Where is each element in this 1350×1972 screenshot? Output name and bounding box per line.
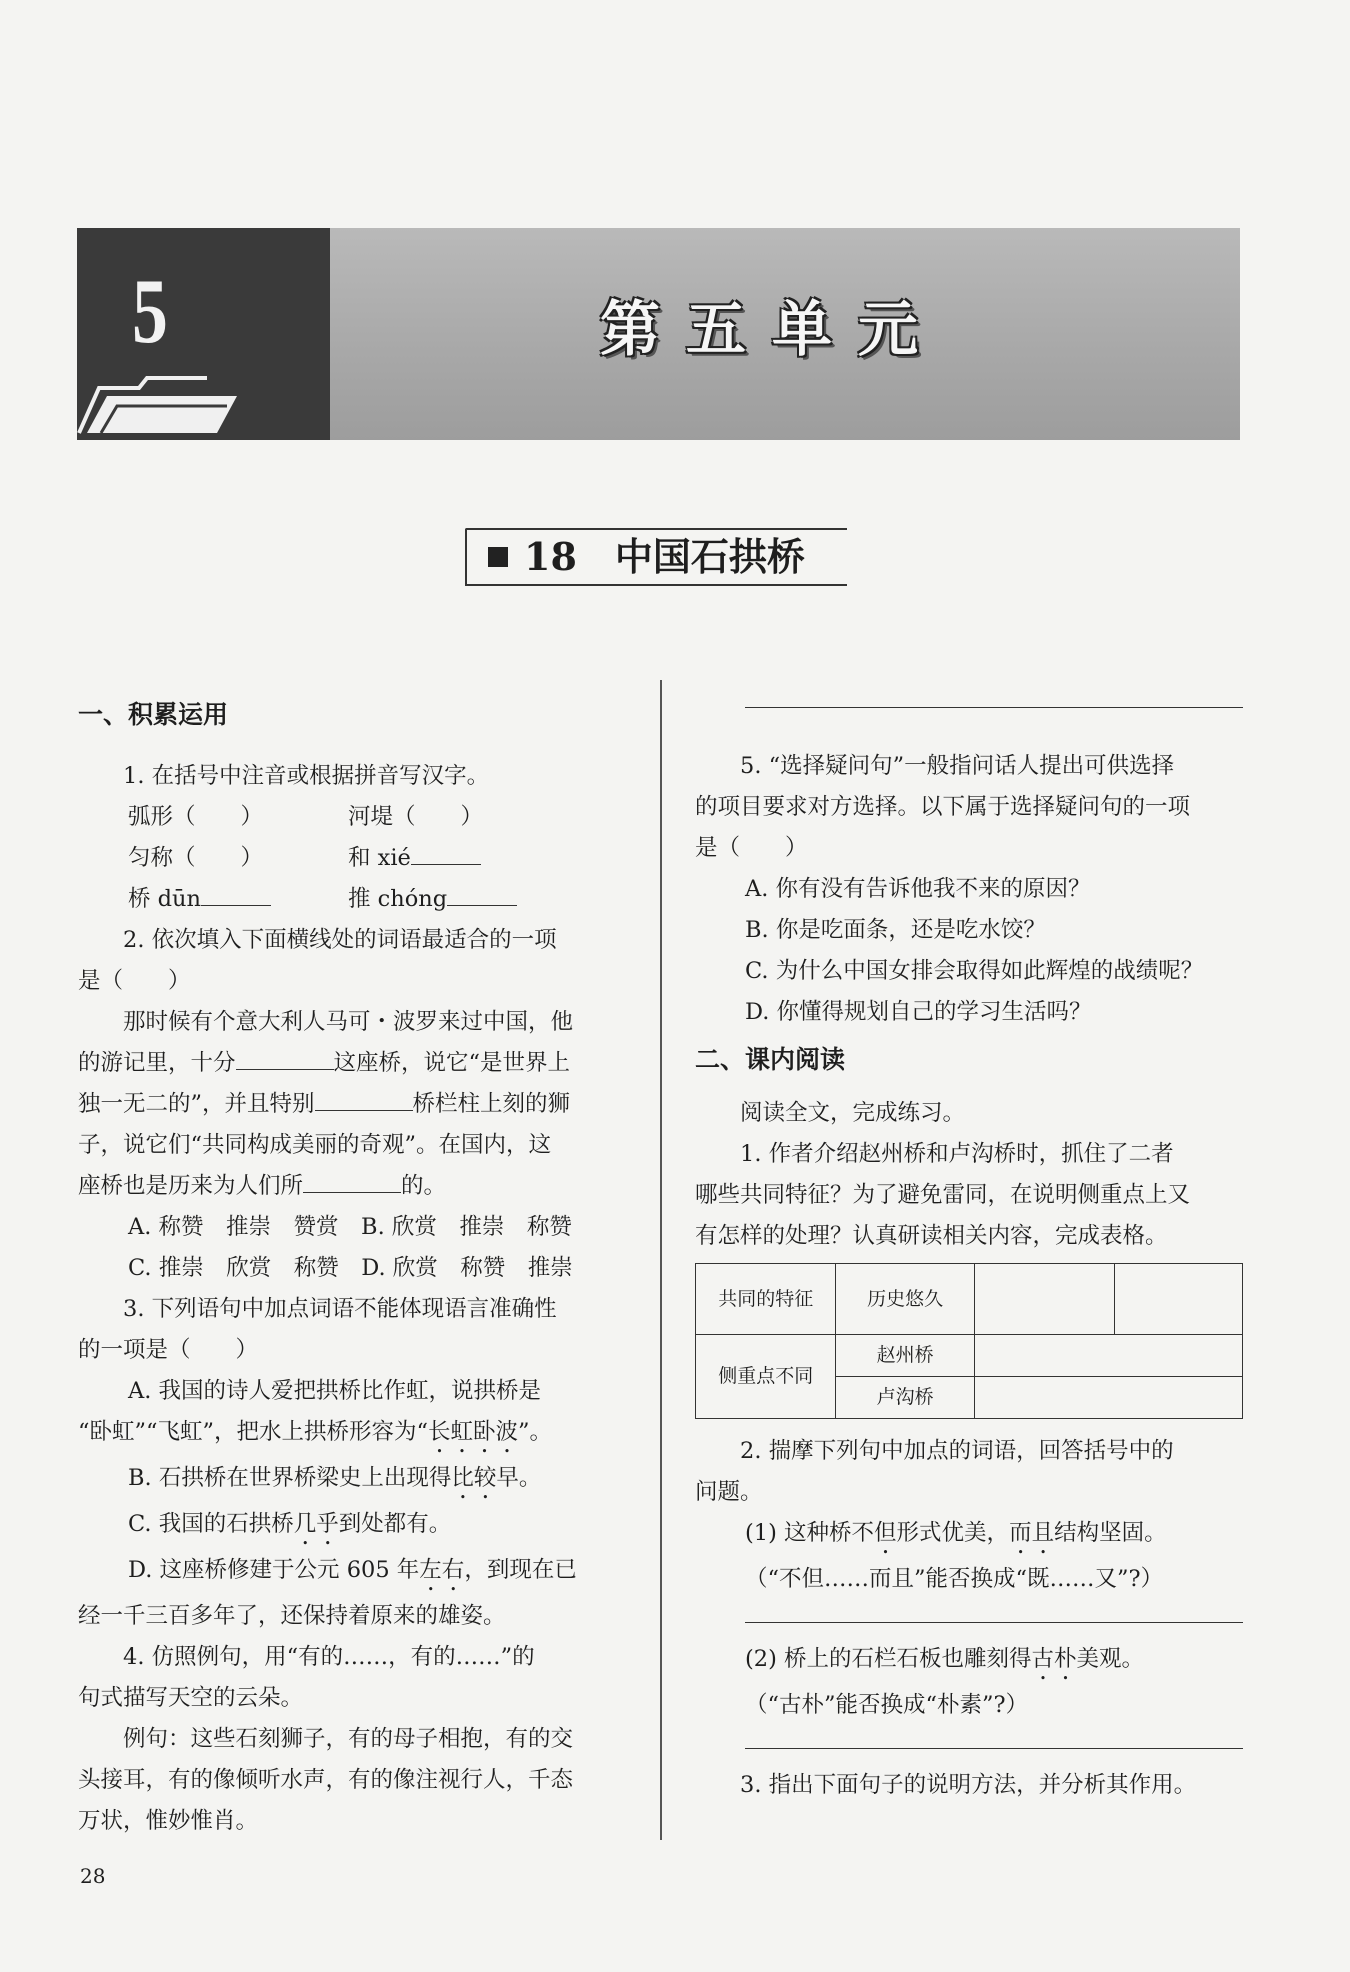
table-cell-blank[interactable] [974,1335,1242,1377]
lesson-heading [488,535,805,579]
q1-item-yunchen: 匀称（ ） [128,845,264,871]
q1-item-huxing: 弧形（ ） [128,804,264,830]
left-column [78,690,626,1842]
q2-passage-4: 子，说它们“共同构成美丽的奇观”。在国内，这 [78,1132,552,1158]
lesson-title: 中国石拱桥 [614,534,805,579]
q2-passage-2: 的游记里，十分 这座桥，说它“是世界上 [78,1050,571,1076]
q5-option-b: B. 你是吃面条，还是吃水饺？ [745,917,1046,943]
table-cell-zhaozhou: 赵州桥 [836,1335,974,1377]
table-row [696,1264,1243,1335]
question-1: 1. 在括号中注音或根据拼音写汉字。 [123,763,490,789]
question-2: 2. 依次填入下面横线处的词语最适合的一项 [123,927,557,953]
reading-q2-sentence-1: (1) 这种桥不但形式优美，而且结构坚固。 [745,1520,1167,1546]
q5-option-d: D. 你懂得规划自己的学习生活吗？ [745,999,1092,1025]
q1-row-2 [78,838,626,879]
q2-passage-5: 座桥也是历来为人们所 的。 [78,1173,447,1199]
q1-item-hedi: 河堤（ ） [348,804,484,830]
reading-q1-cont-2: 有怎样的处理？认真研读相关内容，完成表格。 [695,1223,1168,1249]
comparison-table [695,1263,1243,1419]
answer-line [745,707,1243,708]
table-cell-blank[interactable] [974,1264,1114,1335]
table-cell-common: 共同的特征 [696,1264,836,1335]
reading-q2-question-2: （“古朴”能否换成“朴素”?） [745,1692,1029,1718]
q3-option-a: A. 我国的诗人爱把拱桥比作虹，说拱桥是 [128,1378,542,1404]
section-title-accumulation: 一、积累运用 [78,700,229,729]
q2-passage-1: 那时候有个意大利人马可・波罗来过中国，他 [123,1009,574,1035]
lesson-number: 18 [524,534,577,579]
q5-option-a: A. 你有没有告诉他我不来的原因？ [745,876,1091,902]
q2-options-ab: A. 称赞 推崇 赞赏 B. 欣赏 推崇 称赞 [128,1214,572,1240]
table-cell-blank[interactable] [974,1377,1242,1419]
q1-item-xie: 和 xié [348,838,568,879]
q2-options-cd: C. 推崇 欣赏 称赞 D. 欣赏 称赞 推崇 [128,1255,573,1281]
q3-option-c: C. 我国的石拱桥几乎到处都有。 [128,1511,452,1537]
unit-title: 第五单元 [600,295,944,365]
q4-example-1: 例句：这些石刻狮子，有的母子相抱，有的交 [123,1726,574,1752]
question-5-cont-1: 的项目要求对方选择。以下属于选择疑问句的一项 [695,794,1191,820]
page-number: 28 [80,1864,106,1888]
q2-passage-3: 独一无二的”，并且特别 桥栏柱上刻的狮 [78,1091,571,1117]
q4-example-2: 头接耳，有的像倾听水声，有的像注视行人，千态 [78,1767,574,1793]
unit-number: 5 [132,260,168,362]
right-column [695,690,1243,1806]
reading-intro: 阅读全文，完成练习。 [740,1100,966,1126]
q3-option-a-cont: “卧虹”“飞虹”，把水上拱桥形容为“长虹卧波”。 [78,1419,553,1445]
table-cell-lugou: 卢沟桥 [836,1377,974,1419]
question-3: 3. 下列语句中加点词语不能体现语言准确性 [123,1296,557,1322]
section-title-reading: 二、课内阅读 [695,1045,846,1074]
q5-option-c: C. 为什么中国女排会取得如此辉煌的战绩呢？ [745,958,1204,984]
reading-q2-question-1: （“不但……而且”能否换成“既……又”?） [745,1566,1164,1592]
square-bullet-icon [488,547,508,567]
column-divider [660,680,662,1840]
table-cell-blank[interactable] [1114,1264,1242,1335]
reading-q1: 1. 作者介绍赵州桥和卢沟桥时，抓住了二者 [740,1141,1174,1167]
question-4-cont: 句式描写天空的云朵。 [78,1685,304,1711]
q3-option-d: D. 这座桥修建于公元 605 年左右，到现在已 [128,1557,577,1583]
question-4: 4. 仿照例句，用“有的……，有的……”的 [123,1644,535,1670]
question-5: 5. “选择疑问句”一般指问话人提出可供选择 [740,753,1175,779]
reading-q1-cont-1: 哪些共同特征？为了避免雷同，在说明侧重点上又 [695,1182,1191,1208]
q1-row-1 [78,797,626,838]
q3-option-d-cont: 经一千三百多年了，还保持着原来的雄姿。 [78,1603,506,1629]
table-cell-history: 历史悠久 [836,1264,974,1335]
q1-row-3 [78,879,626,920]
q4-example-3: 万状，惟妙惟肖。 [78,1808,259,1834]
question-2-cont: 是（ ） [78,968,191,994]
q3-option-b: B. 石拱桥在世界桥梁史上出现得比较早。 [128,1465,542,1491]
table-cell-focus: 侧重点不同 [696,1335,836,1419]
reading-q2-sentence-2: (2) 桥上的石栏石板也雕刻得古朴美观。 [745,1646,1145,1672]
q1-item-dun: 桥 dūn [128,879,348,920]
reading-q3: 3. 指出下面句子的说明方法，并分析其作用。 [740,1772,1197,1798]
question-5-cont-2: 是（ ） [695,835,808,861]
reading-q2-cont: 问题。 [695,1479,763,1505]
table-row [696,1335,1243,1377]
q1-item-chong: 推 chóng [348,879,568,920]
answer-line [745,1748,1243,1749]
reading-q2: 2. 揣摩下列句中加点的词语，回答括号中的 [740,1438,1174,1464]
question-3-cont: 的一项是（ ） [78,1337,259,1363]
answer-line [745,1622,1243,1623]
